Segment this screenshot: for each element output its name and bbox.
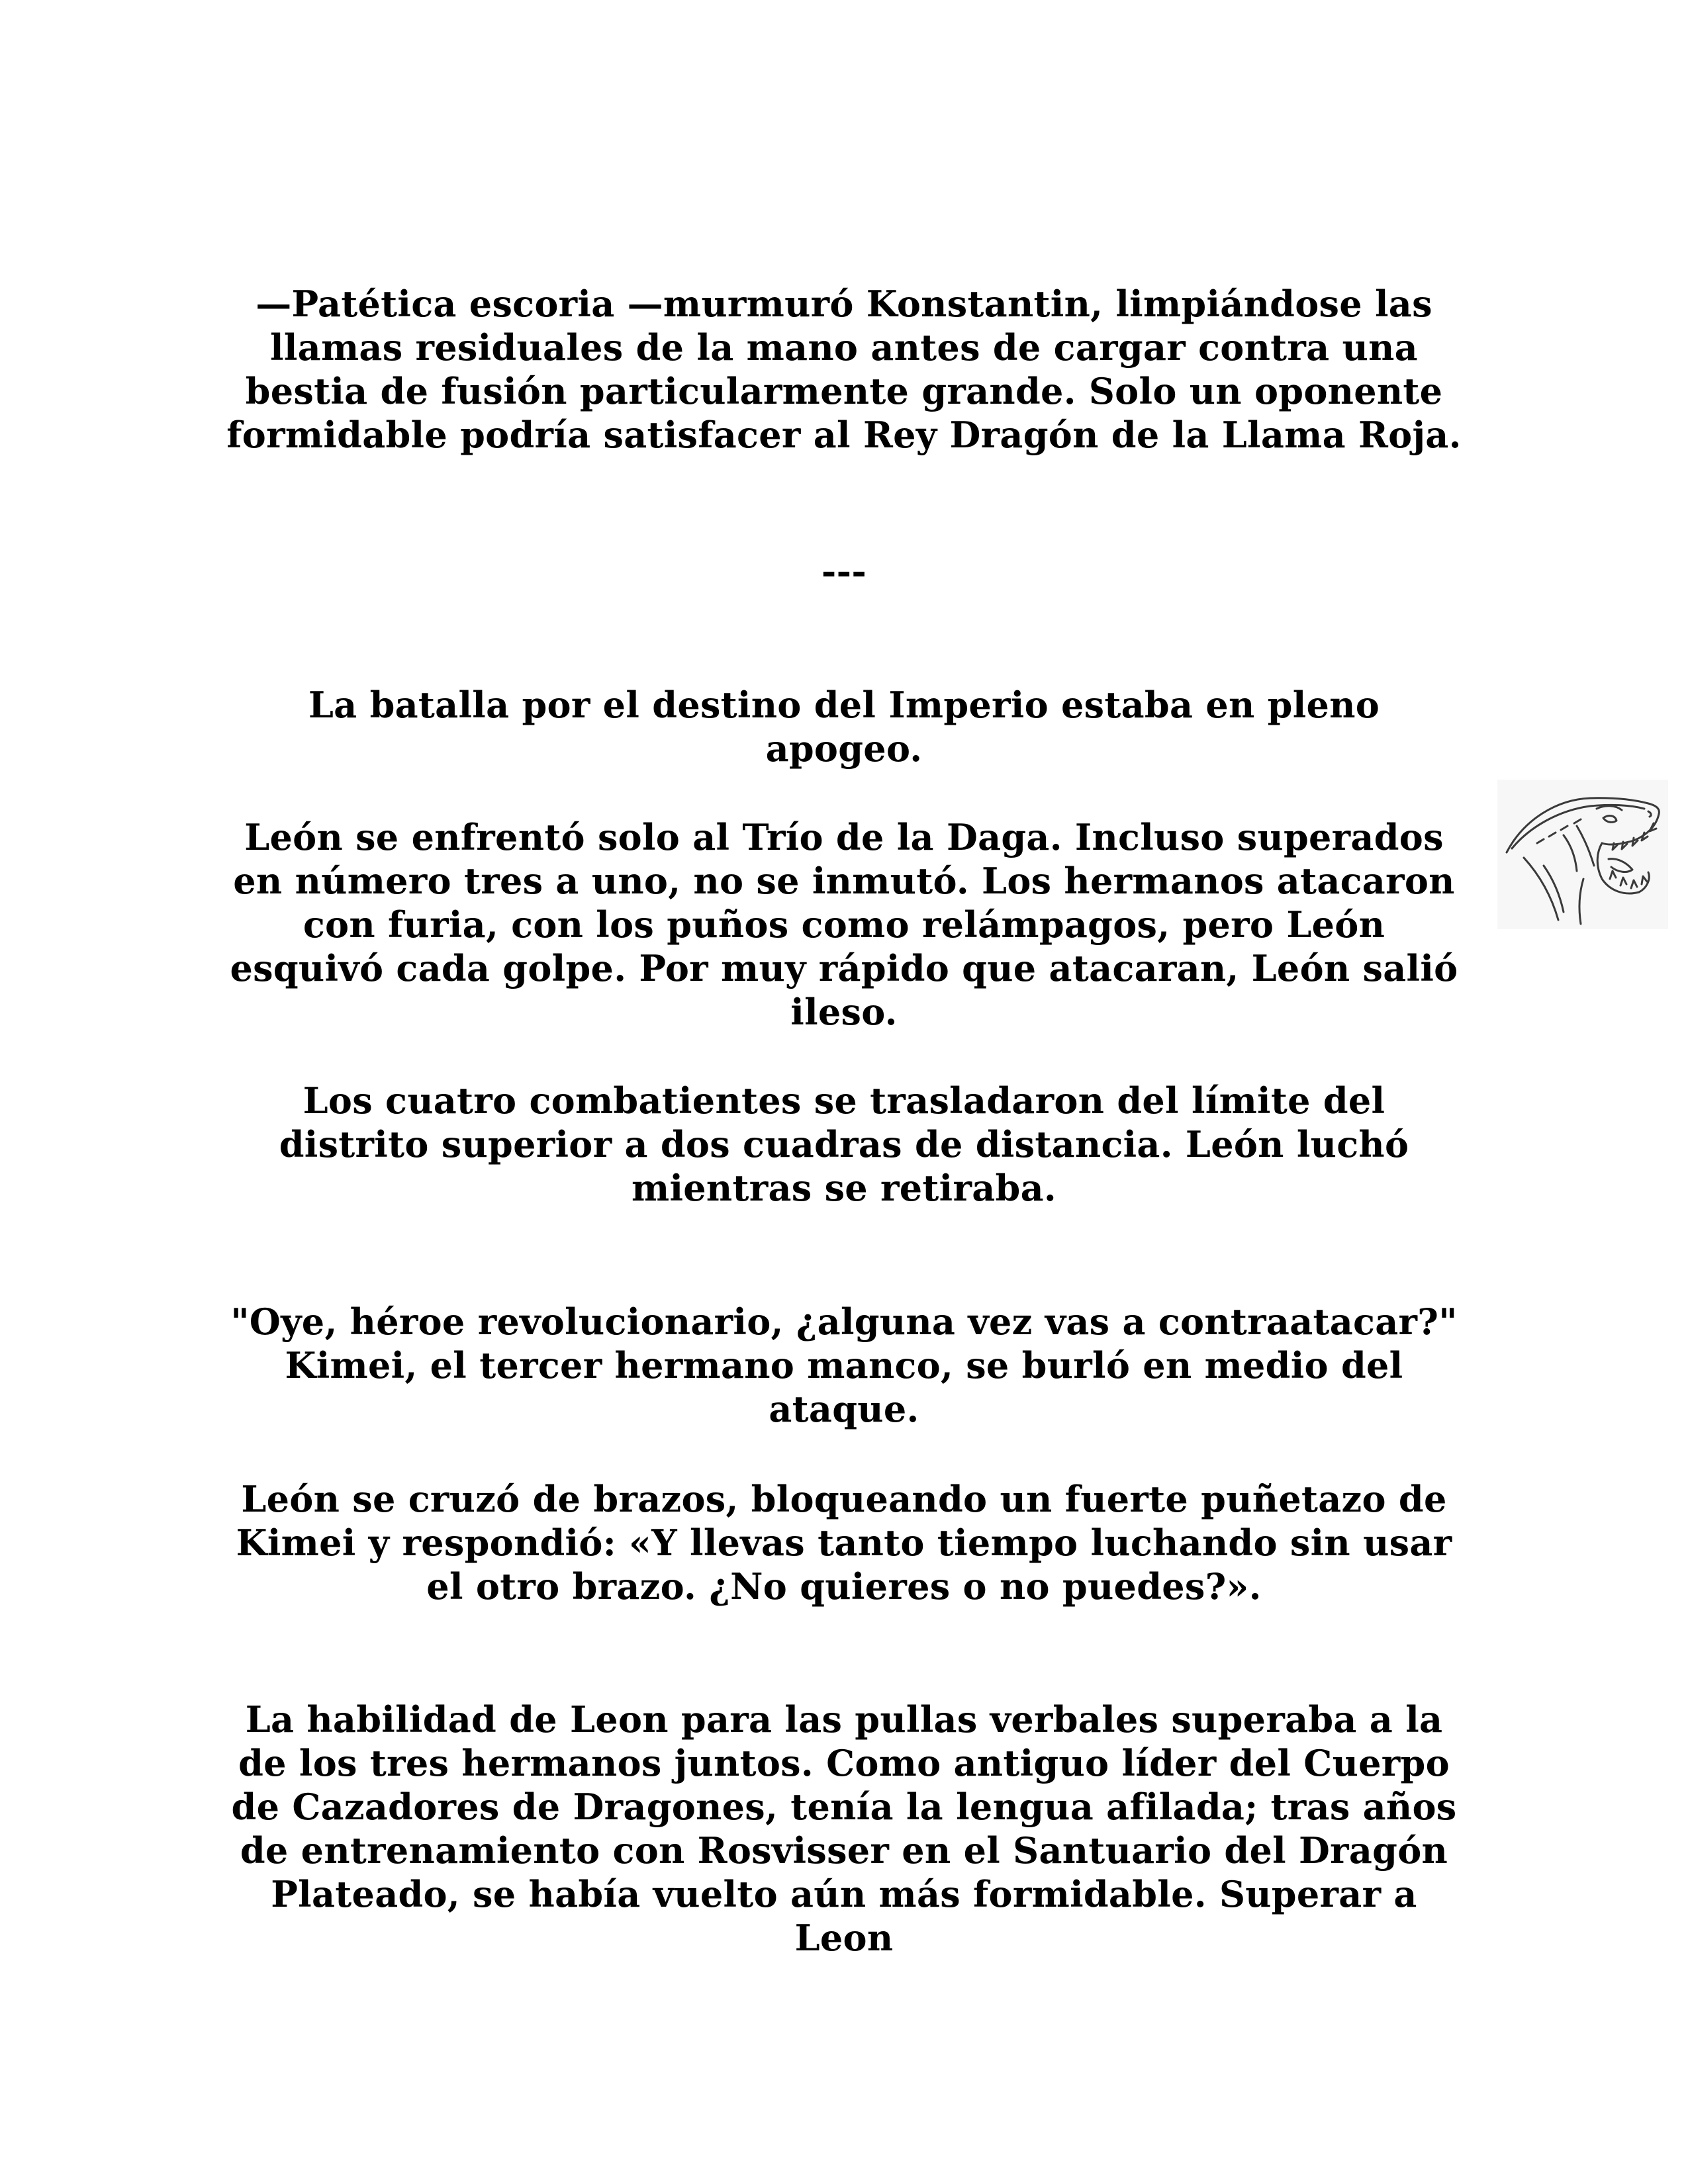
scene-separator: --- <box>821 550 867 592</box>
dragon-head-sketch-icon <box>1497 780 1668 929</box>
paragraph-leon-trio: León se enfrentó solo al Trío de la Daga. Incluso superados en número tres a uno, no se inmutó. Los hermanos atacaron con furia, con los puños como relámpagos, pero León esquivó cada golpe. Por muy rápido que atacaran, León salió ileso. <box>230 816 1458 1033</box>
paragraph-combatants: Los cuatro combatientes se trasladaron del límite del distrito superior a dos cuadras de distancia. León luchó mientras se retiraba. <box>279 1079 1409 1209</box>
paragraph-leon-reply: León se cruzó de brazos, bloqueando un fuerte puñetazo de Kimei y respondió: «Y llevas tanto tiempo luchando sin usar el otro brazo. ¿No quieres o no puedes?». <box>236 1478 1452 1608</box>
paragraph-konstantin: —Patética escoria —murmuró Konstantin, limpiándose las llamas residuales de la mano antes de cargar contra una bestia de fusión particularmente grande. Solo un oponente formidable podría satisfacer al Rey Dragón de la Llama Roja. <box>226 283 1462 456</box>
paragraph-battle: La batalla por el destino del Imperio estaba en pleno apogeo. <box>308 684 1380 770</box>
paragraph-kimei-taunt: "Oye, héroe revolucionario, ¿alguna vez vas a contraatacar?" Kimei, el tercer hermano manco, se burló en medio del ataque. <box>230 1300 1458 1430</box>
paragraph-leon-skill: La habilidad de Leon para las pullas verbales superaba a la de los tres hermanos juntos. Como antiguo líder del Cuerpo de Cazadores de Dragones, tenía la lengua afilada; tras años de entrenamiento con Rosvisser en el Santuario del Dragón Plateado, se había vuelto aún más formidable. Superar a Leon <box>231 1698 1457 1959</box>
